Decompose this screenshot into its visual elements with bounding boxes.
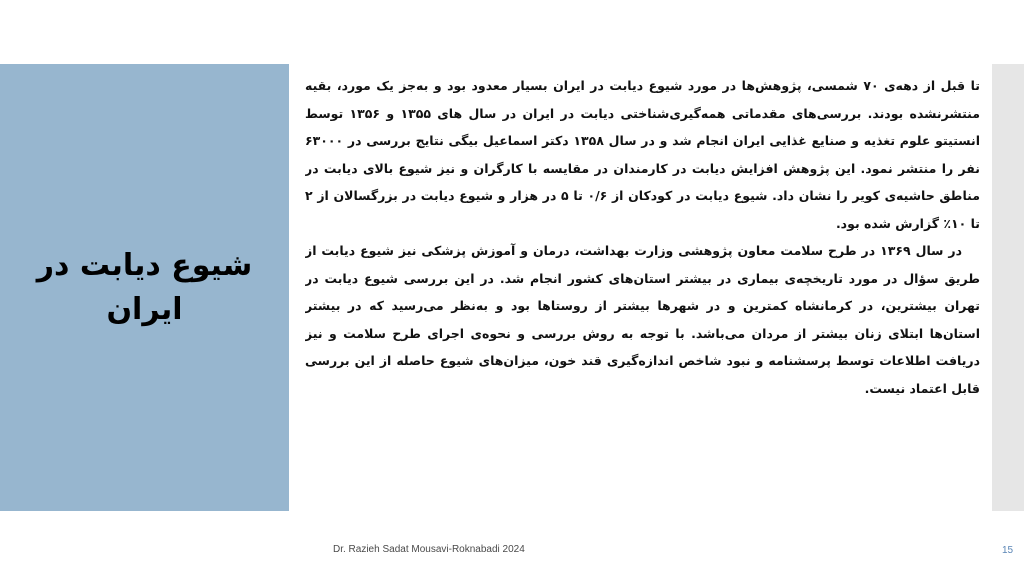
right-side-strip xyxy=(992,64,1024,511)
page-number: 15 xyxy=(1002,545,1014,556)
slide-title: شیوع دیابت در ایران xyxy=(36,247,253,327)
title-panel xyxy=(0,64,289,511)
body-paragraph-1: تا قبل از دهه‌ی ۷۰ شمسی، پژوهش‌ها در مورد شیوع دیابت در ایران بسیار معدود بود و به‌جز یک مورد، بقیه منتشرنشده بودند. بررسی‌های مقدماتی همه‌گیری‌شناختی دیابت در ایران در سال های ۱۳۵۵ و ۱۳۵۶ توسط انستیتو علوم تغذیه و صنایع غذایی ایران انجام شد و در سال ۱۳۵۸ دکتر اسماعیل بیگی نتایج بررسی در ۶۳۰۰۰ نفر را منتشر نمود. این پژوهش افزایش دیابت در کارمندان در مقایسه با کارگران و نیز شیوع بالای دیابت در مناطق حاشیه‌ی کویر را نشان داد. شیوع دیابت در کودکان از ۰/۶ تا ۵ در هزار و شیوع دیابت در بزرگسالان از ۲ تا ۱۰٪ گزارش شده بود. xyxy=(305,78,980,231)
body-text xyxy=(305,72,980,452)
footer-author: Dr. Razieh Sadat Mousavi-Roknabadi 2024 xyxy=(333,544,525,555)
body-paragraph-2: در سال ۱۳۶۹ در طرح سلامت معاون پژوهشی وزارت بهداشت، درمان و آموزش پزشکی نیز شیوع دیابت از طریق سؤال در مورد تاریخچه‌ی بیماری در بیشتر استان‌های کشور انجام شد. در این بررسی شیوع دیابت در تهران بیشترین، در کرمانشاه کمترین و در شهرها بیشتر از روستاها بود و به‌نظر می‌رسید که در بیشتر استان‌ها ابتلای زنان بیشتر از مردان می‌باشد. با توجه به روش بررسی و نحوه‌ی اجرای طرح سلامت و نیز دریافت اطلاعات توسط پرسشنامه و نبود شاخص اندازه‌گیری قند خون، میزان‌های شیوع حاصله از این بررسی قابل اعتماد نیست. xyxy=(305,243,980,396)
